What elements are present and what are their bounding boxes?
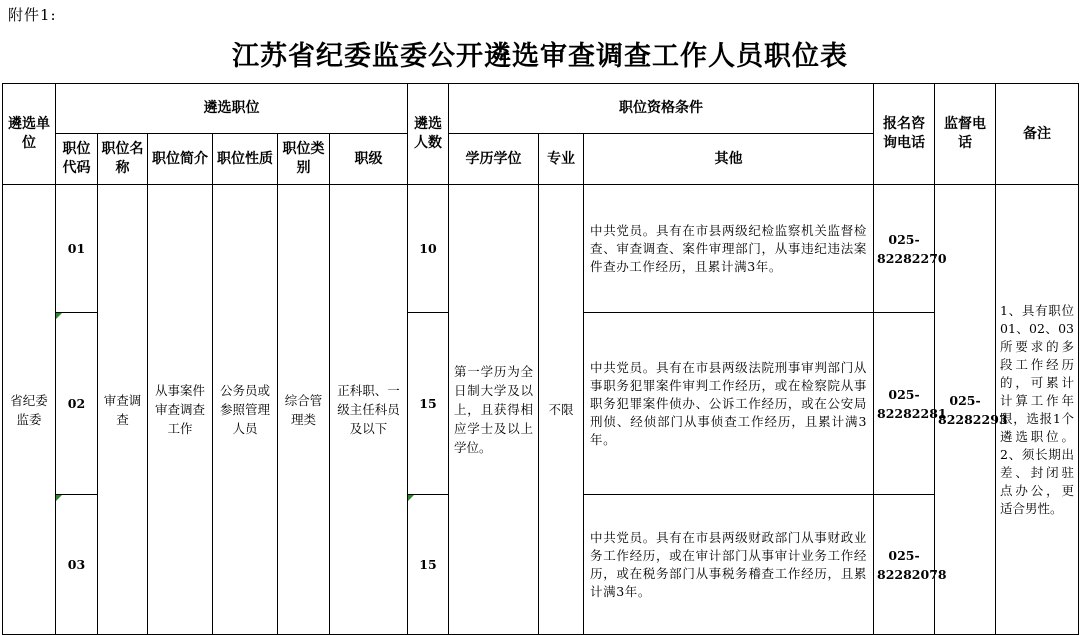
header-category: 职位类别	[278, 134, 330, 185]
code-cell: 03	[56, 495, 98, 635]
header-name: 职位名称	[98, 134, 148, 185]
education-cell: 第一学历为全日制大学及以上，且获得相应学士及以上学位。	[449, 185, 539, 635]
attachment-label: 附件1:	[8, 6, 57, 24]
level-cell: 正科职、一级主任科员及以下	[330, 185, 408, 635]
count-cell: 15	[408, 313, 449, 495]
header-major: 专业	[539, 134, 584, 185]
header-other: 其他	[584, 134, 874, 185]
header-position-group: 遴选职位	[56, 84, 408, 134]
header-code: 职位代码	[56, 134, 98, 185]
consult-phone-cell: 025-82282078	[874, 495, 935, 635]
header-supervise-phone: 监督电话	[935, 84, 996, 185]
consult-phone-cell: 025-82282281	[874, 313, 935, 495]
header-education: 学历学位	[449, 134, 539, 185]
header-unit: 遴选单位	[3, 84, 56, 185]
remark-cell: 1、具有职位01、02、03所要求的多段工作经历的，可累计计算工作年限，选报1个遴选职位。2、须长期出差、封闭驻点办公，更适合男性。	[996, 185, 1079, 635]
header-nature: 职位性质	[213, 134, 278, 185]
consult-phone-cell: 025-82282270	[874, 185, 935, 313]
code-cell: 01	[56, 185, 98, 313]
name-cell: 审查调查	[98, 185, 148, 635]
nature-cell: 公务员或参照管理人员	[213, 185, 278, 635]
count-cell: 15	[408, 495, 449, 635]
other-cell: 中共党员。具有在市县两级法院刑事审判部门从事职务犯罪案件审判工作经历，或在检察院从事职务犯罪案件侦办、公诉工作经历，或在公安局刑侦、经侦部门从事侦查工作经历，且累计满3年。	[584, 313, 874, 495]
header-qualification-group: 职位资格条件	[449, 84, 874, 134]
unit-cell: 省纪委监委	[3, 185, 56, 635]
other-cell: 中共党员。具有在市县两级财政部门从事财政业务工作经历，或在审计部门从事审计业务工作经历，或在税务部门从事税务稽查工作经历，且累计满3年。	[584, 495, 874, 635]
header-remark: 备注	[996, 84, 1079, 185]
table-row	[3, 185, 1079, 313]
page-title: 江苏省纪委监委公开遴选审查调查工作人员职位表	[232, 41, 848, 72]
category-cell: 综合管理类	[278, 185, 330, 635]
header-count: 遴选人数	[408, 84, 449, 185]
major-cell: 不限	[539, 185, 584, 635]
header-intro: 职位简介	[148, 134, 213, 185]
position-table	[2, 83, 1079, 635]
header-consult-phone: 报名咨询电话	[874, 84, 935, 185]
header-level: 职级	[330, 134, 408, 185]
supervise-phone-cell: 025-82282293	[935, 185, 996, 635]
count-cell: 10	[408, 185, 449, 313]
other-cell: 中共党员。具有在市县两级纪检监察机关监督检查、审查调查、案件审理部门，从事违纪违法案件查办工作经历，且累计满3年。	[584, 185, 874, 313]
code-cell: 02	[56, 313, 98, 495]
intro-cell: 从事案件审查调查工作	[148, 185, 213, 635]
